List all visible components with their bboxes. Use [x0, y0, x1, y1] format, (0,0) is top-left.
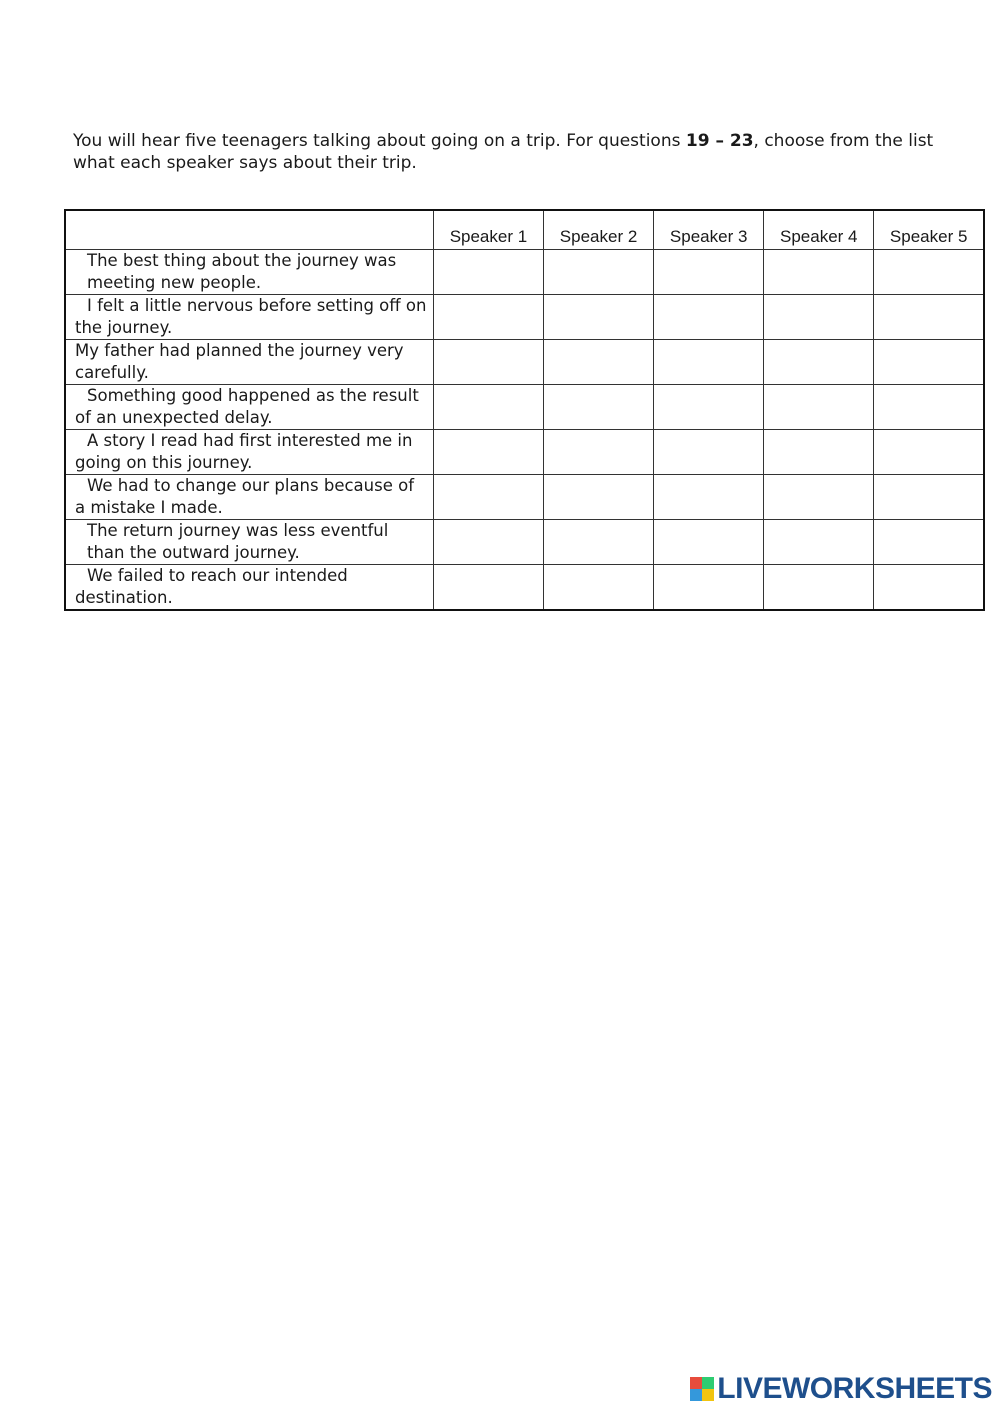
- table-row: [65, 340, 984, 385]
- logo-square-icon: [702, 1377, 714, 1389]
- answer-cell-speaker-5[interactable]: [874, 385, 984, 430]
- answer-cell-speaker-5[interactable]: [874, 565, 984, 611]
- answer-cell-speaker-5[interactable]: [874, 430, 984, 475]
- answer-cell-speaker-1[interactable]: [433, 385, 543, 430]
- answer-cell-speaker-2[interactable]: [544, 430, 654, 475]
- answer-cell-speaker-5[interactable]: [874, 340, 984, 385]
- answer-cell-speaker-5[interactable]: [874, 250, 984, 295]
- statement-cell: We had to change our plans because of a mistake I made.: [65, 475, 433, 520]
- statement-cell: My father had planned the journey very carefully.: [65, 340, 433, 385]
- answer-cell-speaker-4[interactable]: [764, 340, 874, 385]
- header-row: [65, 210, 984, 250]
- answer-cell-speaker-2[interactable]: [544, 565, 654, 611]
- table-row: [65, 430, 984, 475]
- answer-cell-speaker-3[interactable]: [654, 385, 764, 430]
- liveworksheets-brand[interactable]: [690, 1373, 992, 1405]
- statement-cell: The best thing about the journey was meeting new people.: [65, 250, 433, 295]
- table-row: [65, 295, 984, 340]
- answer-cell-speaker-3[interactable]: [654, 295, 764, 340]
- corner-header-cell: [65, 210, 433, 250]
- speaker-5-header: Speaker 5: [874, 210, 984, 250]
- answer-cell-speaker-5[interactable]: [874, 475, 984, 520]
- statement-cell: Something good happened as the result of an unexpected delay.: [65, 385, 433, 430]
- answer-cell-speaker-4[interactable]: [764, 295, 874, 340]
- answer-cell-speaker-1[interactable]: [433, 430, 543, 475]
- statement-cell: The return journey was less eventful than the outward journey.: [65, 520, 433, 565]
- table-row: [65, 385, 984, 430]
- speaker-2-header: Speaker 2: [544, 210, 654, 250]
- logo-square-icon: [690, 1389, 702, 1401]
- table-row: [65, 250, 984, 295]
- logo-square-icon: [690, 1377, 702, 1389]
- logo-square-icon: [702, 1389, 714, 1401]
- speaker-1-header: Speaker 1: [433, 210, 543, 250]
- answer-cell-speaker-1[interactable]: [433, 250, 543, 295]
- speaker-3-header: Speaker 3: [654, 210, 764, 250]
- answer-cell-speaker-1[interactable]: [433, 295, 543, 340]
- answer-cell-speaker-1[interactable]: [433, 565, 543, 611]
- instructions-text-after: , choose from the list what each speaker says about their trip.: [73, 131, 934, 173]
- answer-cell-speaker-1[interactable]: [433, 475, 543, 520]
- question-range: 19 – 23: [685, 131, 754, 151]
- table-row: [65, 475, 984, 520]
- answer-cell-speaker-5[interactable]: [874, 295, 984, 340]
- answer-cell-speaker-3[interactable]: [654, 430, 764, 475]
- answer-cell-speaker-3[interactable]: [654, 520, 764, 565]
- answer-cell-speaker-4[interactable]: [764, 250, 874, 295]
- table-row: [65, 520, 984, 565]
- answer-cell-speaker-2[interactable]: [544, 295, 654, 340]
- answer-cell-speaker-1[interactable]: [433, 340, 543, 385]
- liveworksheets-logo-icon: [690, 1377, 714, 1401]
- matching-table: [64, 209, 985, 611]
- answer-cell-speaker-3[interactable]: [654, 340, 764, 385]
- answer-cell-speaker-3[interactable]: [654, 250, 764, 295]
- instructions-text-before: You will hear five teenagers talking about going on a trip. For questions: [73, 131, 686, 151]
- answer-cell-speaker-4[interactable]: [764, 475, 874, 520]
- statement-cell: A story I read had first interested me in going on this journey.: [65, 430, 433, 475]
- brand-wordmark: LIVEWORKSHEETS: [717, 1372, 992, 1405]
- statement-cell: We failed to reach our intended destination.: [65, 565, 433, 611]
- answer-cell-speaker-2[interactable]: [544, 250, 654, 295]
- answer-cell-speaker-3[interactable]: [654, 475, 764, 520]
- instructions: [73, 130, 943, 174]
- answer-cell-speaker-2[interactable]: [544, 340, 654, 385]
- answer-cell-speaker-1[interactable]: [433, 520, 543, 565]
- answer-cell-speaker-4[interactable]: [764, 565, 874, 611]
- answer-cell-speaker-5[interactable]: [874, 520, 984, 565]
- statement-cell: I felt a little nervous before setting off on the journey.: [65, 295, 433, 340]
- answer-cell-speaker-4[interactable]: [764, 520, 874, 565]
- answer-cell-speaker-2[interactable]: [544, 520, 654, 565]
- speaker-4-header: Speaker 4: [764, 210, 874, 250]
- table-row: [65, 565, 984, 611]
- answer-cell-speaker-3[interactable]: [654, 565, 764, 611]
- answer-cell-speaker-2[interactable]: [544, 475, 654, 520]
- answer-cell-speaker-4[interactable]: [764, 430, 874, 475]
- answer-cell-speaker-4[interactable]: [764, 385, 874, 430]
- answer-cell-speaker-2[interactable]: [544, 385, 654, 430]
